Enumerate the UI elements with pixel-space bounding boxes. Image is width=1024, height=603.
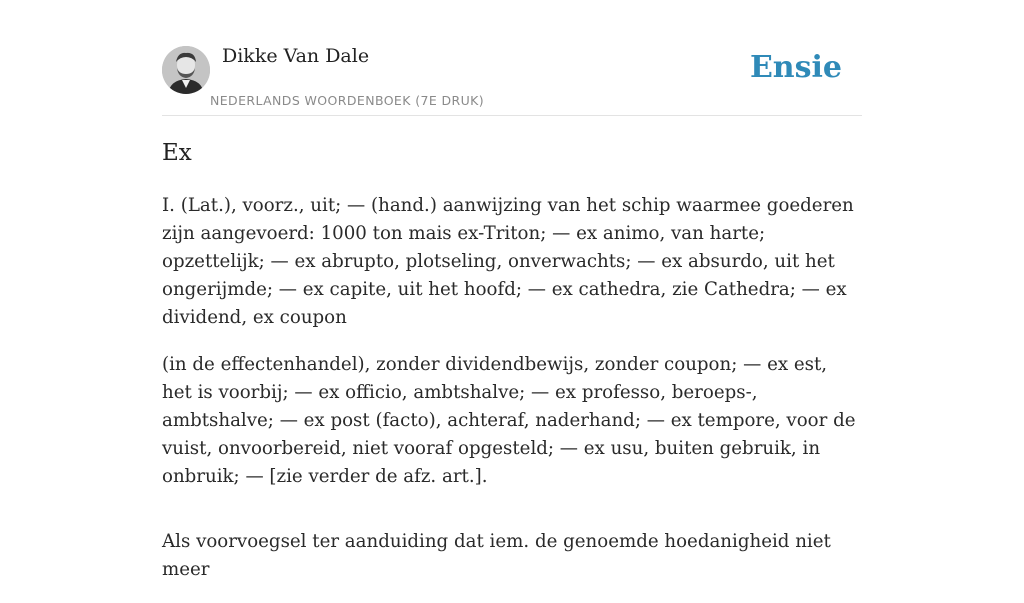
source-label[interactable]: NEDERLANDS WOORDENBOEK (7E DRUK) — [210, 93, 485, 108]
entry-title: Ex — [162, 140, 192, 166]
definition-paragraph: Als voorvoegsel ter aanduiding dat iem. de genoemde hoedanigheid niet meer — [162, 531, 831, 580]
author-avatar[interactable] — [162, 46, 210, 94]
entry-content — [162, 192, 862, 603]
definition-paragraph: (in de effectenhandel), zonder dividendbewijs, zonder coupon; — ex est, het is voorbij; — ex officio, ambtshalve; — ex professo, beroeps-, ambtshalve; — ex post (facto), achteraf, naderhand; — ex tempore, voor de vuist, onvoorbereid, niet vooraf opgesteld; — ex usu, buiten gebruik, in onbruik; — [zie verder de afz. art.]. — [162, 354, 856, 487]
portrait-image — [162, 46, 210, 94]
ensie-logo[interactable]: Ensie — [749, 50, 842, 85]
header — [162, 0, 862, 116]
definition-paragraph: I. (Lat.), voorz., uit; — (hand.) aanwijzing van het schip waarmee goederen zijn aangevoerd: 1000 ton mais ex-Triton; — ex animo, van harte; opzettelijk; — ex abrupto, plotseling, onverwachts; — ex absurdo, uit het ongerijmde; — ex capite, uit het hoofd; — ex cathedra, zie Cathedra; — ex dividend, ex coupon — [162, 195, 854, 328]
author-name[interactable]: Dikke Van Dale — [222, 45, 370, 67]
page — [162, 0, 862, 580]
